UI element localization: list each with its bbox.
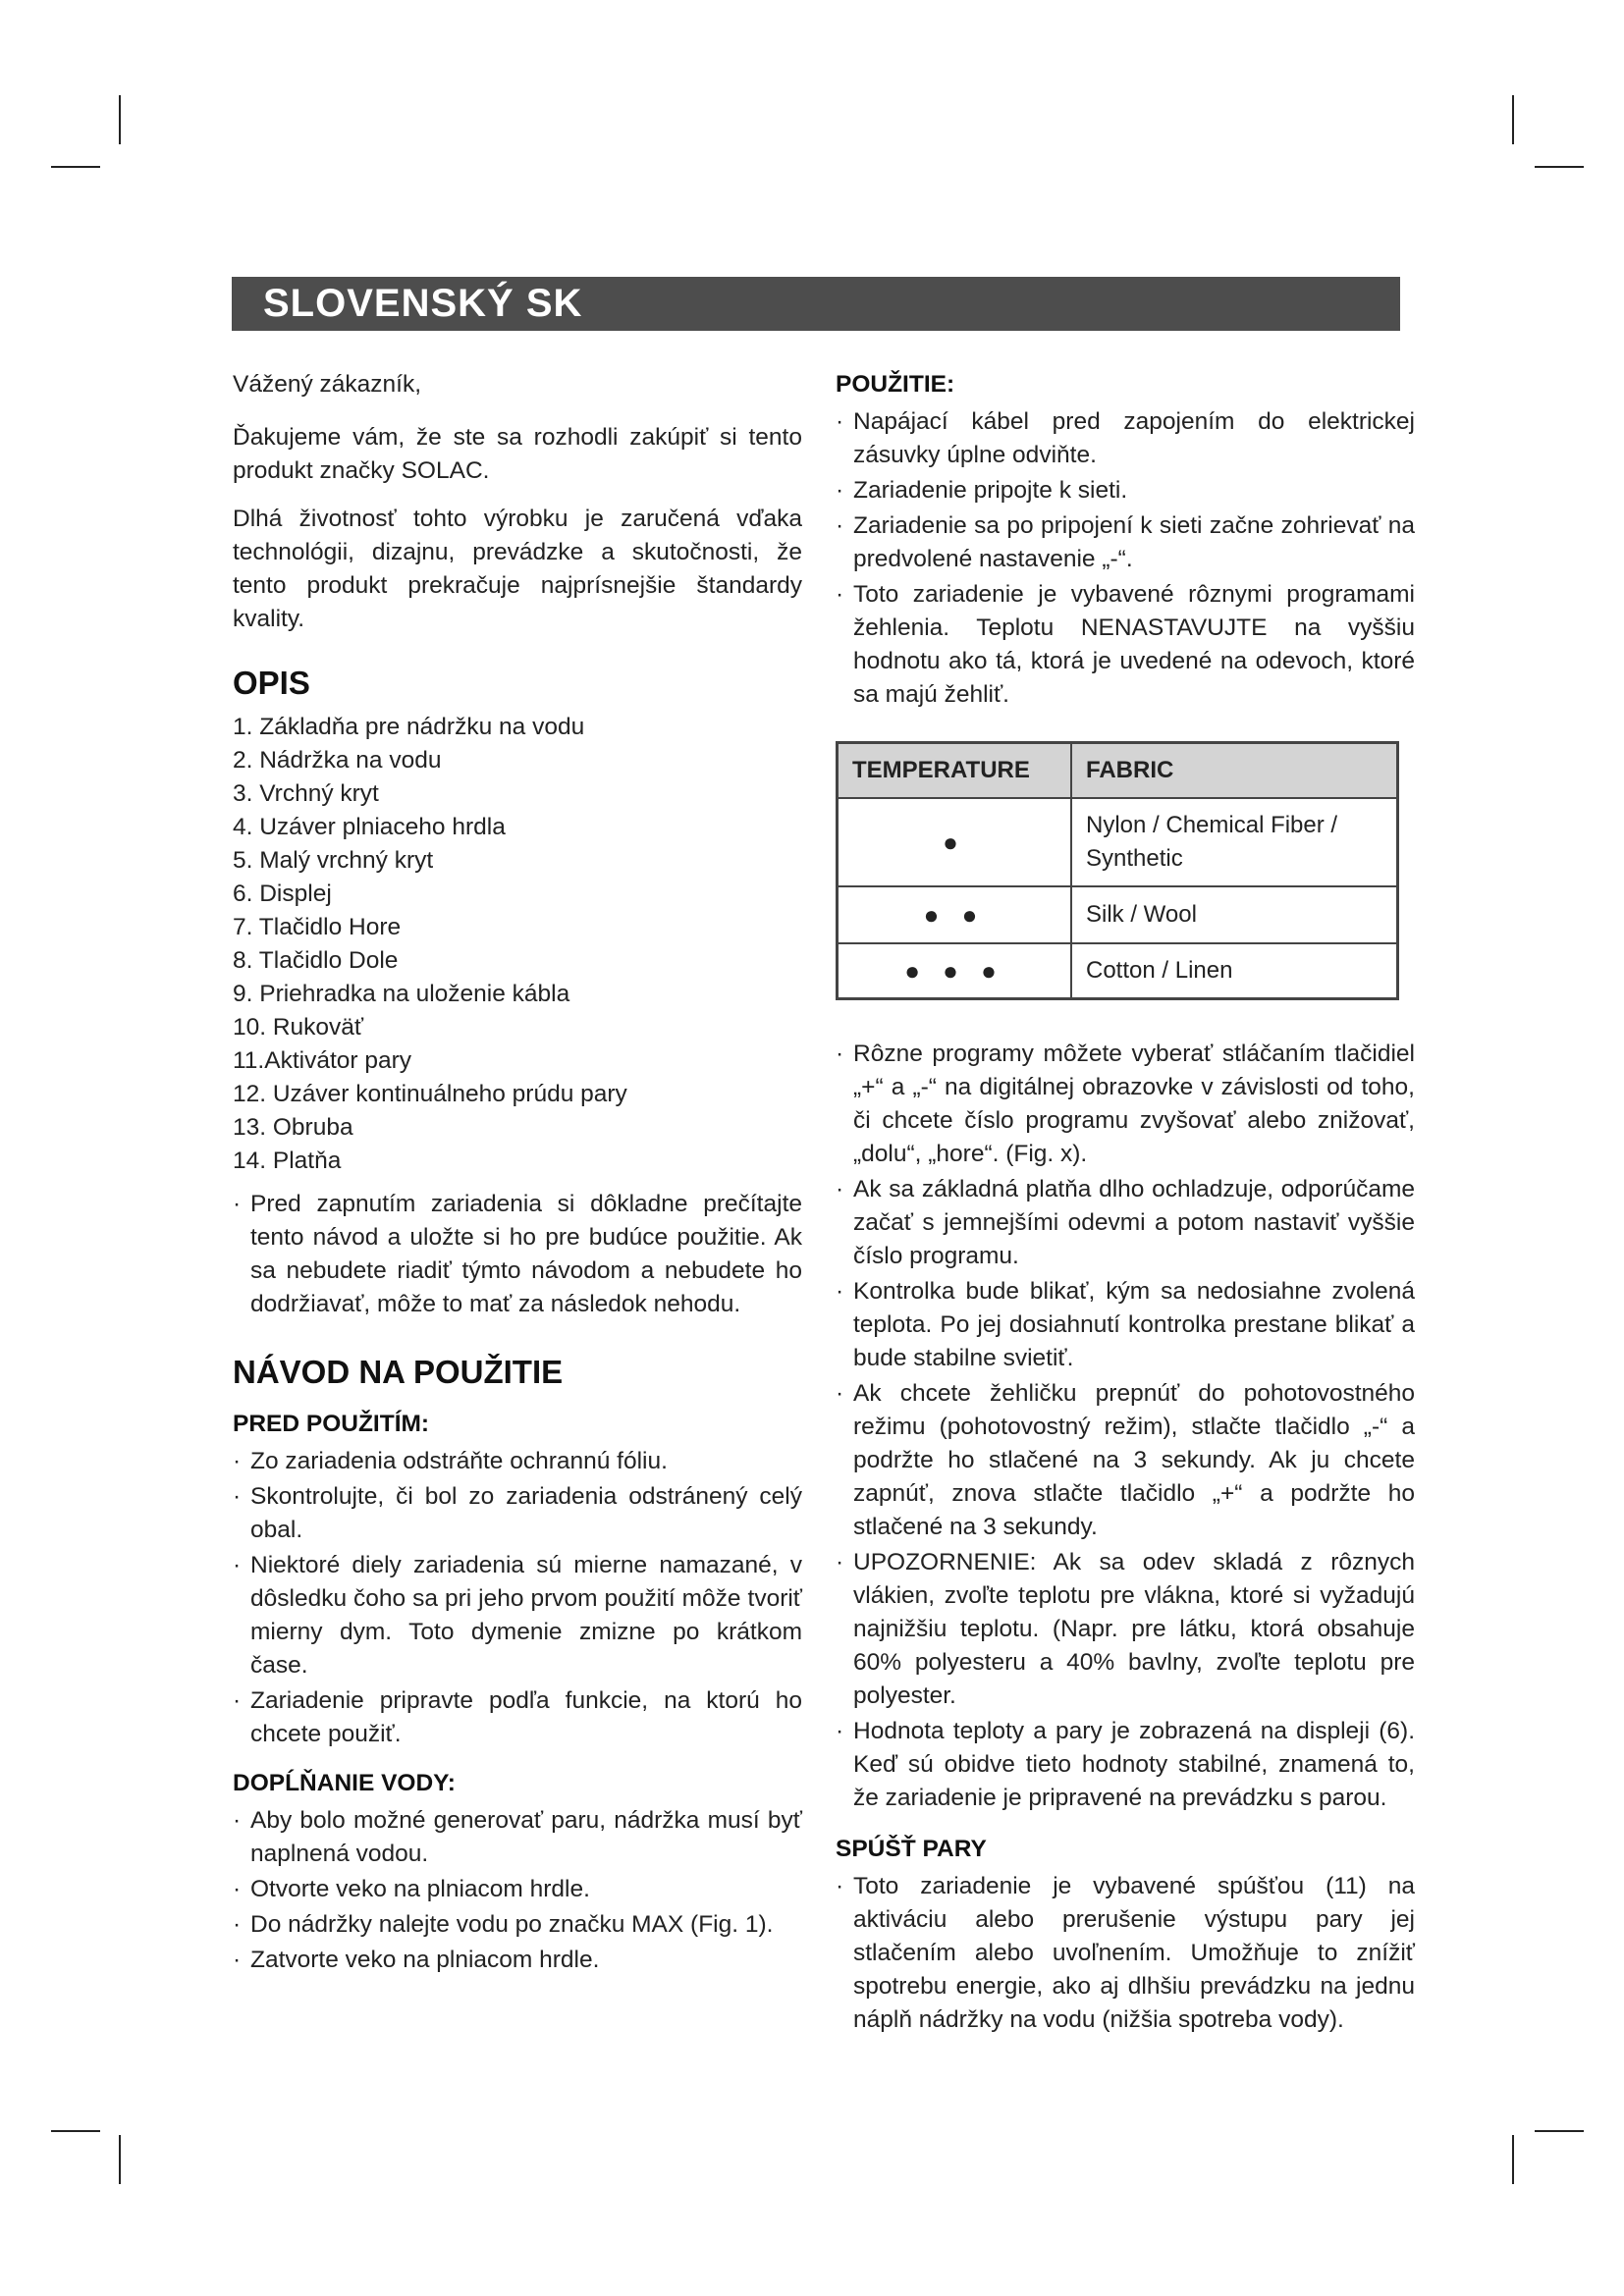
crop-mark [119, 95, 121, 144]
list-item: 6. Displej [233, 881, 332, 907]
list-item: · Skontrolujte, či bol zo zariadenia odstránený celý obal. [233, 1480, 802, 1547]
left-column [233, 368, 802, 1979]
safety-note: · Pred zapnutím zariadenia si dôkladne prečítajte tento návod a uložte si ho pre budúce použitie. Ak sa nebudete riadiť týmto návodom a nebudete ho dodržiavať, môže to mať za následok nehodu. [233, 1188, 802, 1321]
list-item: 1. Základňa pre nádržku na vodu [233, 714, 585, 740]
subheading-pred-pouzitim: PRED POUŽITÍM: [233, 1411, 430, 1437]
list-item: 2. Nádržka na vodu [233, 747, 442, 774]
table-row [838, 798, 1398, 886]
temperature-fabric-table [836, 741, 1399, 1000]
doplnanie-list [233, 1804, 802, 1977]
list-item: · Ak sa základná platňa dlho ochladzuje, odporúčame začať s jemnejšími odevmi a potom nastaviť vyššie číslo programu. [836, 1173, 1415, 1273]
language-header: SLOVENSKÝ SK [232, 277, 1400, 331]
list-item: · Toto zariadenie je vybavené rôznymi programami žehlenia. Teplotu NENASTAVUJTE na vyššiu hodnotu ako tá, ktorá je uvedené na odevoch, ktoré sa majú žehliť. [836, 578, 1415, 712]
fabric-cell: Silk / Wool [1071, 886, 1398, 943]
crop-mark [51, 166, 100, 168]
subheading-pouzitie: POUŽITIE: [836, 371, 955, 398]
list-item: · Niektoré diely zariadenia sú mierne namazané, v dôsledku čoho sa pri jeho prvom použití môže tvoriť mierny dym. Toto dymenie zmizne po krátkom čase. [233, 1549, 802, 1682]
subheading-spust-pary: SPÚŠŤ PARY [836, 1835, 987, 1862]
subheading-doplnanie-vody: DOPĹŇANIE VODY: [233, 1770, 456, 1796]
list-item: 9. Priehradka na uloženie kábla [233, 981, 570, 1007]
section-heading-navod: NÁVOD NA POUŽITIE [233, 1354, 564, 1390]
temperature-dots: ● [838, 798, 1072, 886]
table-row [838, 943, 1398, 998]
crop-mark [1535, 166, 1584, 168]
greeting: Vážený zákazník, [233, 371, 422, 398]
list-item: 8. Tlačidlo Dole [233, 947, 399, 974]
fabric-cell: Nylon / Chemical Fiber / Synthetic [1071, 798, 1398, 886]
list-item: 11.Aktivátor pary [233, 1047, 412, 1074]
spust-list [836, 1870, 1415, 2037]
list-item: · Zatvorte veko na plniacom hrdle. [233, 1944, 802, 1977]
list-item: 3. Vrchný kryt [233, 780, 379, 807]
programs-list [836, 1038, 1415, 1815]
list-item: 7. Tlačidlo Hore [233, 914, 402, 940]
crop-mark [1512, 95, 1514, 144]
list-item: · Ak chcete žehličku prepnúť do pohotovostného režimu (pohotovostný režim), stlačte tlačidlo „-“ a podržte ho stlačené na 3 sekundy. Ak ju chcete zapnúť, znova stlačte tlačidlo „+“ a podržte ho stlačené na 3 sekundy. [836, 1377, 1415, 1544]
table-header-row [838, 743, 1398, 799]
list-item: 14. Platňa [233, 1148, 342, 1174]
list-item: · Hodnota teploty a pary je zobrazená na displeji (6). Keď sú obidve tieto hodnoty stabilné, znamená to, že zariadenie je pripravené na prevádzku s parou. [836, 1715, 1415, 1815]
temperature-dots: ● ● ● [838, 943, 1072, 998]
intro-paragraph: Ďakujeme vám, že ste sa rozhodli zakúpiť si tento produkt značky SOLAC. [233, 424, 802, 484]
list-item: · UPOZORNENIE: Ak sa odev skladá z rôznych vlákien, zvoľte teplotu pre vlákna, ktoré si vyžadujú najnižšiu teplotu. (Napr. pre látku, ktorá obsahuje 60% polyesteru a 40% bavlny, zvoľte teplotu pre polyester. [836, 1546, 1415, 1713]
list-item: · Zo zariadenia odstráňte ochrannú fóliu. [233, 1445, 802, 1478]
crop-mark [1535, 2130, 1584, 2132]
list-item: · Do nádržky nalejte vodu po značku MAX (Fig. 1). [233, 1908, 802, 1942]
list-item: 10. Rukoväť [233, 1014, 364, 1041]
list-item: 12. Uzáver kontinuálneho prúdu pary [233, 1081, 627, 1107]
table-row [838, 886, 1398, 943]
right-column [836, 368, 1415, 2039]
list-item: · Aby bolo možné generovať paru, nádržka musí byť naplnená vodou. [233, 1804, 802, 1871]
safety-note-list [233, 1188, 802, 1321]
list-item: 13. Obruba [233, 1114, 353, 1141]
crop-mark [119, 2135, 121, 2184]
intro-paragraph: Dlhá životnosť tohto výrobku je zaručená vďaka technológii, dizajnu, prevádzke a skutočnosti, že tento produkt prekračuje najprísnejšie štandardy kvality. [233, 506, 802, 632]
list-item: 4. Uzáver plniaceho hrdla [233, 814, 506, 840]
list-item: · Zariadenie pripravte podľa funkcie, na ktorú ho chcete použiť. [233, 1684, 802, 1751]
pred-pouzitim-list [233, 1445, 802, 1751]
list-item: 5. Malý vrchný kryt [233, 847, 434, 874]
pouzitie-list [836, 405, 1415, 712]
list-item: · Napájací kábel pred zapojením do elektrickej zásuvky úplne odviňte. [836, 405, 1415, 472]
table-header-temperature: TEMPERATURE [838, 743, 1072, 799]
table-header-fabric: FABRIC [1071, 743, 1398, 799]
section-heading-opis: OPIS [233, 665, 310, 701]
crop-mark [1512, 2135, 1514, 2184]
list-item: · Zariadenie sa po pripojení k sieti začne zohrievať na predvolené nastavenie „-“. [836, 509, 1415, 576]
list-item: · Otvorte veko na plniacom hrdle. [233, 1873, 802, 1906]
list-item: · Toto zariadenie je vybavené spúšťou (11) na aktiváciu alebo prerušenie výstupu pary jej stlačením alebo uvoľnením. Umožňuje to znížiť spotrebu energie, ako aj dlhšiu prevádzku na jednu náplň nádržky na vodu (nižšia spotreba vody). [836, 1870, 1415, 2037]
list-item: · Kontrolka bude blikať, kým sa nedosiahne zvolená teplota. Po jej dosiahnutí kontrolka prestane blikať a bude stabilne svietiť. [836, 1275, 1415, 1375]
parts-list [233, 711, 802, 1178]
fabric-cell: Cotton / Linen [1071, 943, 1398, 998]
crop-mark [51, 2130, 100, 2132]
temperature-dots: ● ● [838, 886, 1072, 943]
list-item: · Zariadenie pripojte k sieti. [836, 474, 1415, 507]
list-item: · Rôzne programy môžete vyberať stláčaním tlačidiel „+“ a „-“ na digitálnej obrazovke v závislosti od toho, či chcete číslo programu zvyšovať alebo znižovať, „dolu“, „hore“. (Fig. x). [836, 1038, 1415, 1171]
